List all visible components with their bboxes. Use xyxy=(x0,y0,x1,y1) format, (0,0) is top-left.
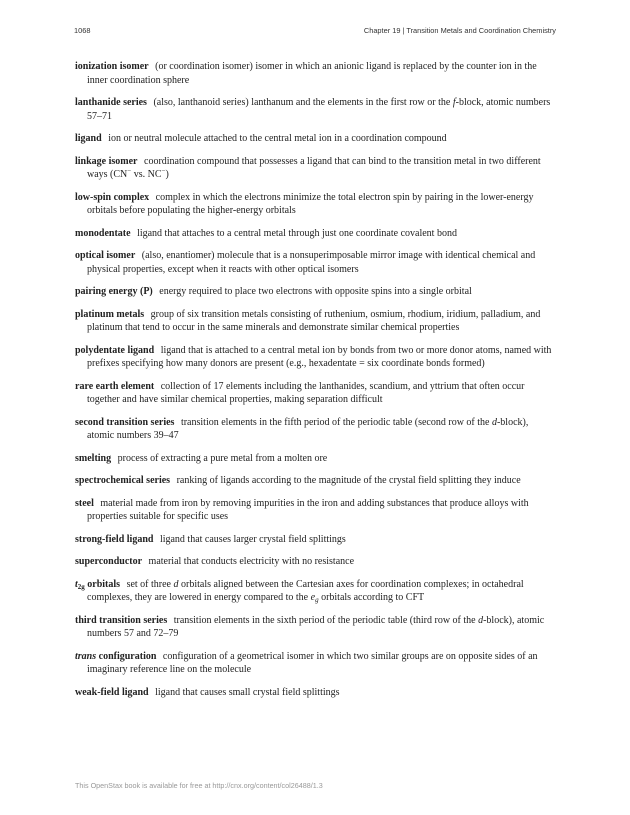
glossary-entry xyxy=(75,96,555,123)
glossary-term: platinum metals xyxy=(75,308,145,320)
glossary-definition: process of extracting a pure metal from a molten ore xyxy=(117,452,328,464)
running-head: Chapter 19 | Transition Metals and Coordination Chemistry xyxy=(363,26,556,35)
page-footer: This OpenStax book is available for free at http://cnx.org/content/col26488/1.3 xyxy=(75,781,323,790)
glossary-term: weak-field ligand xyxy=(75,686,149,698)
glossary-term: lanthanide series xyxy=(75,97,147,108)
glossary-term: steel xyxy=(75,497,94,509)
glossary-term: rare earth element xyxy=(75,380,155,392)
glossary-entry xyxy=(75,155,555,182)
glossary-entry xyxy=(75,452,555,466)
glossary-definition: energy required to place two electrons with opposite spins into a single orbital xyxy=(159,286,472,297)
glossary-definition: complex in which the electrons minimize the total electron spin by pairing in the lower-energy orbitals before populating the higher-energy orbitals xyxy=(87,191,534,216)
glossary-definition: ligand that is attached to a central metal ion by bonds from two or more donor atoms, named with prefixes specifying how many donors are present (e.g., hexadentate = six coordinate bonds formed) xyxy=(87,344,552,369)
glossary-entry xyxy=(75,191,555,218)
glossary-term: linkage isomer xyxy=(75,155,138,167)
glossary-term: third transition series xyxy=(75,614,168,626)
glossary-definition: group of six transition metals consisting of ruthenium, osmium, rhodium, iridium, palladium, and platinum that tend to occur in the same minerals and demonstrate similar chemical properties xyxy=(87,308,541,333)
glossary-definition: (or coordination isomer) isomer in which an anionic ligand is replaced by the counter ion in the inner coordination sphere xyxy=(87,61,537,86)
glossary-term: optical isomer xyxy=(75,250,136,261)
glossary-definition: coordination compound that possesses a ligand that can bind to the transition metal in two different ways (CN− vs. NC−) xyxy=(87,155,541,180)
glossary-definition: collection of 17 elements including the lanthanides, scandium, and yttrium that often occur together and have similar chemical properties, making separation difficult xyxy=(87,380,525,405)
glossary-entry xyxy=(75,380,555,407)
glossary-entry xyxy=(75,686,555,700)
glossary-entry xyxy=(75,555,555,569)
glossary-entry xyxy=(75,132,555,146)
glossary-entry xyxy=(75,227,555,241)
glossary-term: superconductor xyxy=(75,556,143,567)
glossary-term: ionization isomer xyxy=(75,61,149,72)
glossary-definition: (also, enantiomer) molecule that is a nonsuperimposable mirror image with identical chemical and physical properties, except when it reacts with other optical isomers xyxy=(87,250,536,275)
glossary-definition: transition elements in the fifth period of the periodic table (second row of the d-block), atomic numbers 39–47 xyxy=(87,416,529,441)
glossary-list xyxy=(75,60,555,708)
glossary-definition: transition elements in the sixth period of the periodic table (third row of the d-block), atomic numbers 57 and 72–79 xyxy=(87,614,545,639)
glossary-entry xyxy=(75,60,555,87)
glossary-definition: ion or neutral molecule attached to the central metal ion in a coordination compound xyxy=(108,133,447,144)
glossary-entry xyxy=(75,578,555,605)
glossary-definition: ranking of ligands according to the magnitude of the crystal field splitting they induce xyxy=(176,475,521,486)
glossary-entry xyxy=(75,474,555,488)
glossary-entry xyxy=(75,249,555,276)
glossary-entry xyxy=(75,344,555,371)
glossary-definition: set of three d orbitals aligned between the Cartesian axes for coordination complexes; in octahedral complexes, they are lowered in energy compared to the $e_g$ orbitals according to CFT xyxy=(87,578,524,604)
glossary-term: trans configuration xyxy=(75,650,157,662)
page-number: 1068 xyxy=(74,26,91,35)
page-header xyxy=(74,26,556,40)
glossary-definition: configuration of a geometrical isomer in which two similar groups are on opposite sides of an imaginary reference line on the molecule xyxy=(87,650,538,675)
glossary-term: strong-field ligand xyxy=(75,533,154,545)
glossary-entry xyxy=(75,650,555,677)
glossary-definition: material that conducts electricity with no resistance xyxy=(148,556,355,567)
glossary-definition: ligand that causes larger crystal field splittings xyxy=(159,533,346,545)
glossary-entry xyxy=(75,497,555,524)
glossary-term: $t_{2g}$ orbitals xyxy=(75,578,121,591)
glossary-term: pairing energy (P) xyxy=(75,286,153,297)
glossary-entry xyxy=(75,614,555,641)
glossary-entry xyxy=(75,308,555,335)
glossary-term: ligand xyxy=(75,133,102,144)
glossary-entry xyxy=(75,285,555,299)
glossary-term: polydentate ligand xyxy=(75,344,155,356)
glossary-term: monodentate xyxy=(75,227,131,239)
glossary-definition: material made from iron by removing impurities in the iron and adding substances that produce alloys with properties suitable for specific uses xyxy=(87,497,529,522)
glossary-term: smelting xyxy=(75,452,112,464)
glossary-term: low-spin complex xyxy=(75,191,150,203)
glossary-definition: (also, lanthanoid series) lanthanum and the elements in the first row or the f-block, atomic numbers 57–71 xyxy=(87,97,551,122)
glossary-entry xyxy=(75,416,555,443)
glossary-definition: ligand that attaches to a central metal through just one coordinate covalent bond xyxy=(137,227,457,239)
glossary-definition: ligand that causes small crystal field splittings xyxy=(155,686,340,698)
glossary-term: spectrochemical series xyxy=(75,475,171,486)
glossary-term: second transition series xyxy=(75,416,175,428)
glossary-entry xyxy=(75,533,555,547)
